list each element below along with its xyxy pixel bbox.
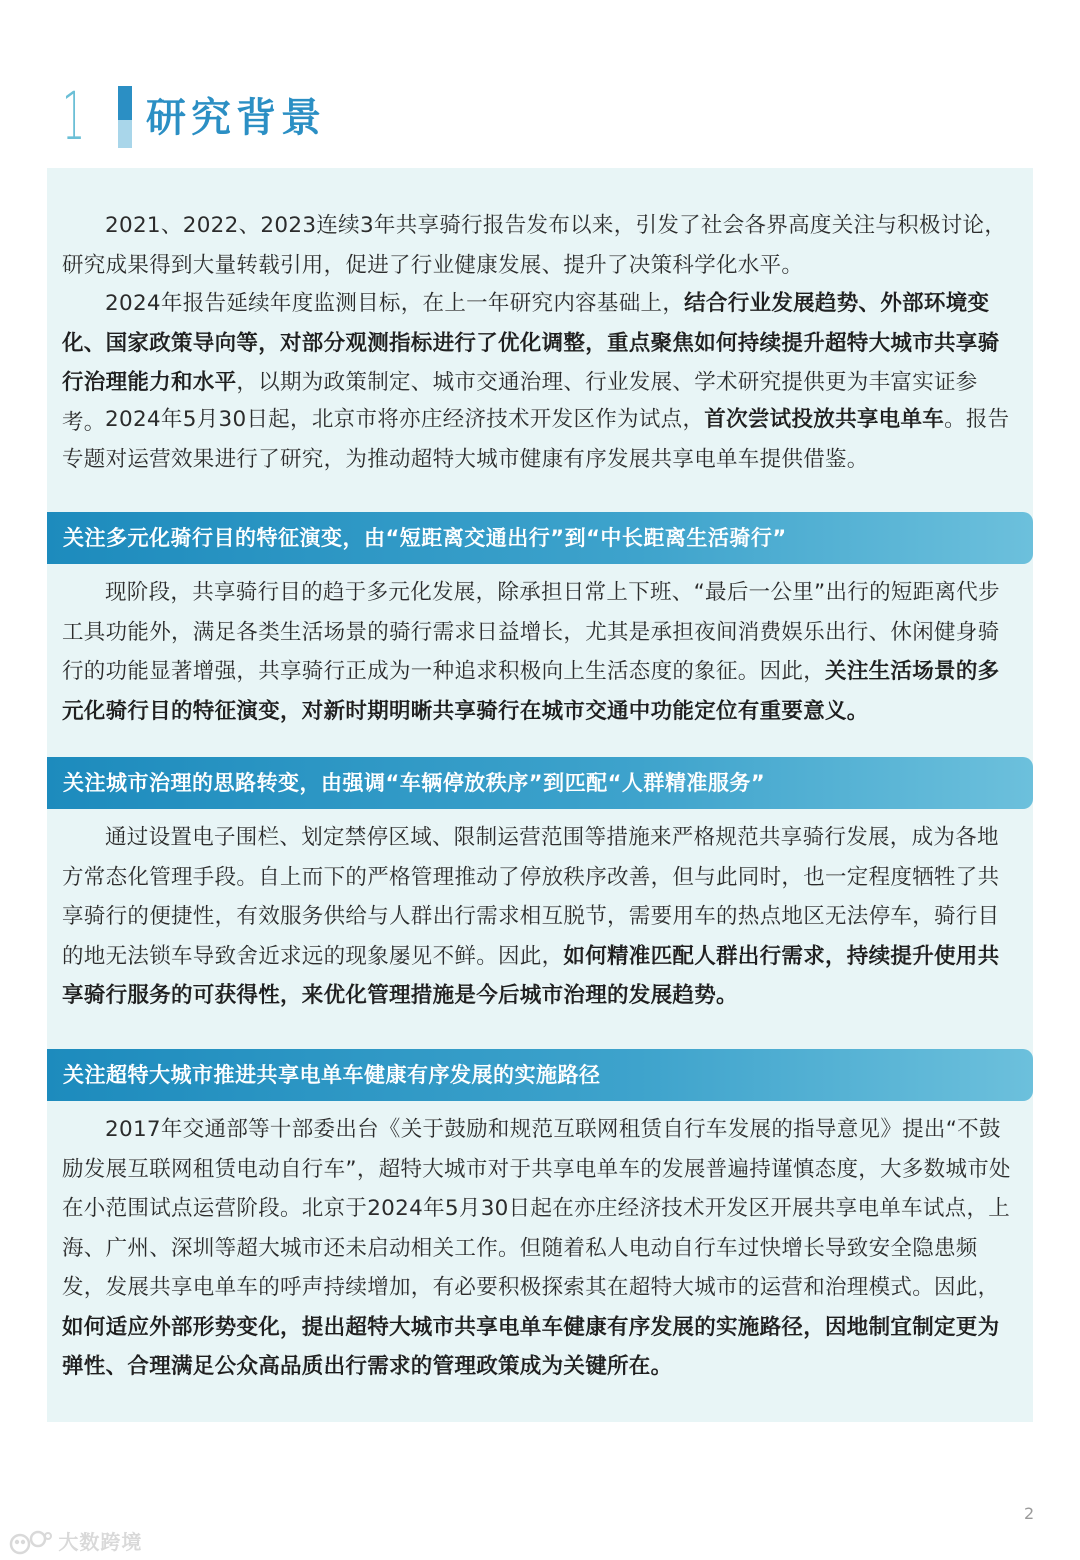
section-number: 1	[62, 78, 86, 155]
intro-paragraph-3: 2024年5月30日起，北京市将亦庄经济技术开发区作为试点，首次尝试投放共享电单车。报告专题对运营效果进行了研究，为推动超特大城市健康有序发展共享电单车提供借鉴。	[62, 407, 1010, 472]
section-title: 研究背景	[146, 95, 326, 141]
watermark-logo-icon	[8, 1527, 52, 1557]
intro-paragraph-1: 2021、2022、2023连续3年共享骑行报告发布以来，引发了社会各界高度关注与积极讨论，研究成果得到大量转载引用，促进了行业健康发展、提升了决策科学化水平。	[62, 213, 1007, 278]
watermark-text: 大数跨境	[58, 1529, 143, 1554]
topic-heading-3	[47, 1049, 1033, 1101]
intro-paragraph-2: 2024年报告延续年度监测目标，在上一年研究内容基础上，结合行业发展趋势、外部环境变化、国家政策导向等，对部分观测指标进行了优化调整，重点聚焦如何持续提升超特大城市共享骑行治理能力和水平，以期为政策制定、城市交通治理、行业发展、学术研究提供更为丰富实证参考。	[62, 291, 1000, 435]
topic-heading-2-text: 关注城市治理的思路转变，由强调“车辆停放秩序”到匹配“人群精准服务”	[63, 771, 766, 795]
section-accent-bar	[118, 86, 132, 148]
topic-heading-2	[47, 757, 1033, 809]
topic-heading-3-text: 关注超特大城市推进共享电单车健康有序发展的实施路径	[63, 1063, 601, 1087]
topic-heading-1	[47, 512, 1033, 564]
page-number: 2	[1024, 1504, 1035, 1523]
topic-paragraph-3: 2017年交通部等十部委出台《关于鼓励和规范互联网租赁自行车发展的指导意见》提出“不鼓励发展互联网租赁电动自行车”，超特大城市对于共享电单车的发展普遍持谨慎态度，大多数城市处在小范围试点运营阶段。北京于2024年5月30日起在亦庄经济技术开发区开展共享电单车试点，上海、广州、深圳等超大城市还未启动相关工作。但随着私人电动自行车过快增长导致安全隐患频发，发展共享电单车的呼声持续增加，有必要积极探索其在超特大城市的运营和治理模式。因此，如何适应外部形势变化，提出超特大城市共享电单车健康有序发展的实施路径，因地制宜制定更为弹性、合理满足公众高品质出行需求的管理政策成为关键所在。	[62, 1117, 1011, 1379]
topic-heading-1-text: 关注多元化骑行目的特征演变，由“短距离交通出行”到“中长距离生活骑行”	[63, 526, 787, 550]
watermark	[8, 1522, 142, 1558]
content-panel	[47, 168, 1033, 1422]
topic-paragraph-1: 现阶段，共享骑行目的趋于多元化发展，除承担日常上下班、“最后一公里”出行的短距离代步工具功能外，满足各类生活场景的骑行需求日益增长，尤其是承担夜间消费娱乐出行、休闲健身骑行的功能显著增强，共享骑行正成为一种追求积极向上生活态度的象征。因此，关注生活场景的多元化骑行目的特征演变，对新时期明晰共享骑行在城市交通中功能定位有重要意义。	[62, 580, 1000, 724]
topic-paragraph-2: 通过设置电子围栏、划定禁停区域、限制运营范围等措施来严格规范共享骑行发展，成为各地方常态化管理手段。自上而下的严格管理推动了停放秩序改善，但与此同时，也一定程度牺牲了共享骑行的便捷性，有效服务供给与人群出行需求相互脱节，需要用车的热点地区无法停车，骑行目的地无法锁车导致舍近求远的现象屡见不鲜。因此，如何精准匹配人群出行需求，持续提升使用共享骑行服务的可获得性，来优化管理措施是今后城市治理的发展趋势。	[62, 825, 1000, 1008]
